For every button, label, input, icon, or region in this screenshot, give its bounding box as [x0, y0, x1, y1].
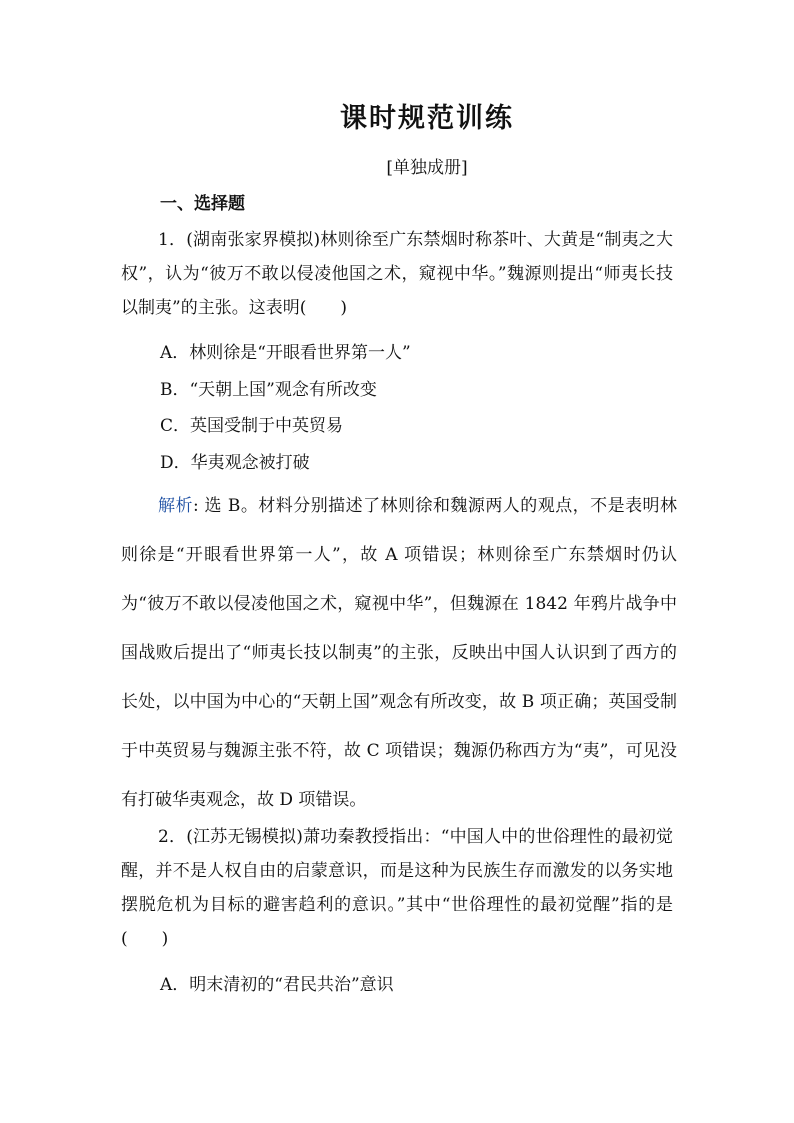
analysis-text: : 选 B。材料分别描述了林则徐和魏源两人的观点，不是表明林则徐是“开眼看世界第一人”，故 A 项错误；林则徐至广东禁烟时仍认为“彼万不敢以侵凌他国之术，窥视中华”，但魏源在 1842 年鸦片战争中国战败后提出了“师夷长技以制夷”的主张，反映出中国人认识到了西方的长处，以中国为中心的“天朝上国”观念有所改变，故 B 项正确；英国受制于中英贸易与魏源主张不符，故 C 项错误；魏源仍称西方为“夷”，可见没有打破华夷观念，故 D 项错误。: [121, 496, 678, 810]
question-1-option-d: D．华夷观念被打破: [160, 453, 310, 473]
page-title: 课时规范训练: [340, 103, 514, 134]
question-1-analysis: [121, 482, 677, 825]
question-1-option-c: C．英国受制于中英贸易: [160, 416, 344, 436]
question-1-stem: 1．(湖南张家界模拟)林则徐至广东禁烟时称茶叶、大黄是“制夷之大权”，认为“彼万不敢以侵凌他国之术，窥视中华。”魏源则提出“师夷长技以制夷”的主张。这表明( ): [121, 230, 673, 318]
question-1-option-a: A．林则徐是“开眼看世界第一人”: [160, 343, 411, 363]
question-2-stem: 2．(江苏无锡模拟)萧功秦教授指出：“中国人中的世俗理性的最初觉醒，并不是人权自由的启蒙意识，而是这种为民族生存而激发的以务实地摆脱危机为目标的避害趋利的意识。”其中“世俗理性的最初觉醒”指的是( ): [121, 827, 673, 949]
analysis-label: 解析: [158, 496, 193, 516]
question-1-option-b: B．“天朝上国”观念有所改变: [160, 380, 377, 400]
question-2-option-a: A．明末清初的“君民共治”意识: [160, 975, 394, 995]
section-heading: 一、选择题: [160, 194, 245, 214]
page-subtitle: [单独成册]: [386, 158, 468, 178]
